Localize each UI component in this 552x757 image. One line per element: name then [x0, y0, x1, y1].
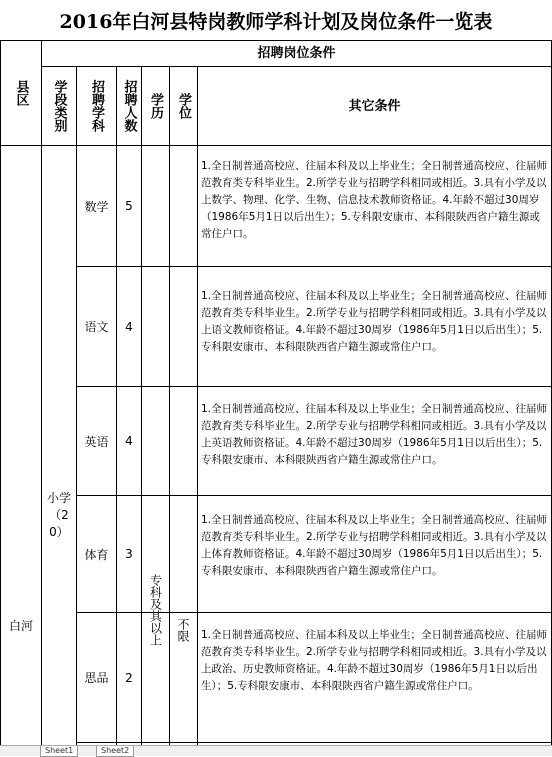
col-divider [41, 40, 42, 745]
table-row-count: 5 [125, 199, 133, 213]
table-row-subject: 体育 [84, 547, 109, 562]
table-row-count: 4 [125, 319, 133, 334]
row-divider [76, 266, 552, 267]
table-row-count: 4 [125, 434, 133, 448]
table-row-count: 2 [125, 670, 133, 685]
table-row-subject: 语文 [84, 320, 109, 334]
table-row-conditions: 1.全日制普通高校应、往届本科及以上毕业生；全日制普通高校应、往届师范教育类专科毕业生。2.所学专业与招聘学科相同或相近。3.具有小学及以上数学、物理、化学、生物、信息技术教师资格证。4.年龄不超过30周岁（1986年5月1日以后出生）；5.专科限安康市、本科限陕西省户籍生源或常住户口。 [201, 160, 548, 240]
header-degree: 学位 [176, 93, 191, 119]
page-title: 2016年白河县特岗教师学科计划及岗位条件一览表 [0, 0, 552, 41]
table-row-subject: 数学 [84, 199, 109, 214]
row-divider [76, 742, 552, 743]
header-education: 学历 [148, 93, 163, 119]
table-row-subject: 思品 [84, 671, 109, 685]
table-row-count: 3 [125, 547, 133, 561]
header-count: 招聘人数 [121, 80, 137, 132]
table-row-conditions: 1.全日制普通高校应、往届本科及以上毕业生；全日制普通高校应、往届师范教育类专科毕业生。2.所学专业与招聘学科相同或相近。3.具有小学及以上体育教师资格证。4.年龄不超过30周岁（1986年5月1日以后出生）；5.专科限安康市、本科限陕西省户籍生源或常住户口。 [201, 514, 548, 577]
sheet-tab-1[interactable]: Sheet1 [40, 746, 78, 757]
level-cell: 小学（20） [46, 490, 71, 539]
header-level: 学段类别 [51, 80, 67, 132]
sheet-tab-bar [0, 745, 552, 756]
header-other: 其它条件 [348, 98, 401, 114]
table-row-conditions: 1.全日制普通高校应、往届本科及以上毕业生；全日制普通高校应、往届师范教育类专科毕业生。2.所学专业与招聘学科相同或相近。3.具有小学及以上英语教师资格证。4.年龄不超过30周岁（1986年5月1日以后出生）；5.专科限安康市、本科限陕西省户籍生源或常住户口。 [201, 403, 548, 466]
table-row-subject: 英语 [84, 434, 109, 449]
table-row-conditions: 1.全日制普通高校应、往届本科及以上毕业生；全日制普通高校应、往届师范教育类专科毕业生。2.所学专业与招聘学科相同或相近。3.具有小学及以上政治、历史教师资格证。4.年龄不超过30周岁（1986年5月1日以后出生）；5.专科限安康市、本科限陕西省户籍生源或常住户口。 [201, 629, 548, 692]
header-subject: 招聘学科 [89, 80, 104, 132]
education-cell: 专科及其以上 [148, 574, 163, 646]
row-divider [76, 495, 552, 496]
header-county: 县区 [13, 80, 29, 106]
county-cell: 白河 [8, 618, 33, 633]
table-row-conditions: 1.全日制普通高校应、往届本科及以上毕业生；全日制普通高校应、往届师范教育类专科毕业生。2.所学专业与招聘学科相同或相近。3.具有小学及以上语文教师资格证。4.年龄不超过30周岁（1986年5月1日以后出生）；5.专科限安康市、本科限陕西省户籍生源或常住户口。 [201, 290, 548, 353]
degree-cell: 不限 [176, 618, 190, 642]
header-group: 招聘岗位条件 [257, 46, 336, 61]
row-divider [76, 386, 552, 387]
sheet-tab-2[interactable]: Sheet2 [96, 746, 134, 757]
